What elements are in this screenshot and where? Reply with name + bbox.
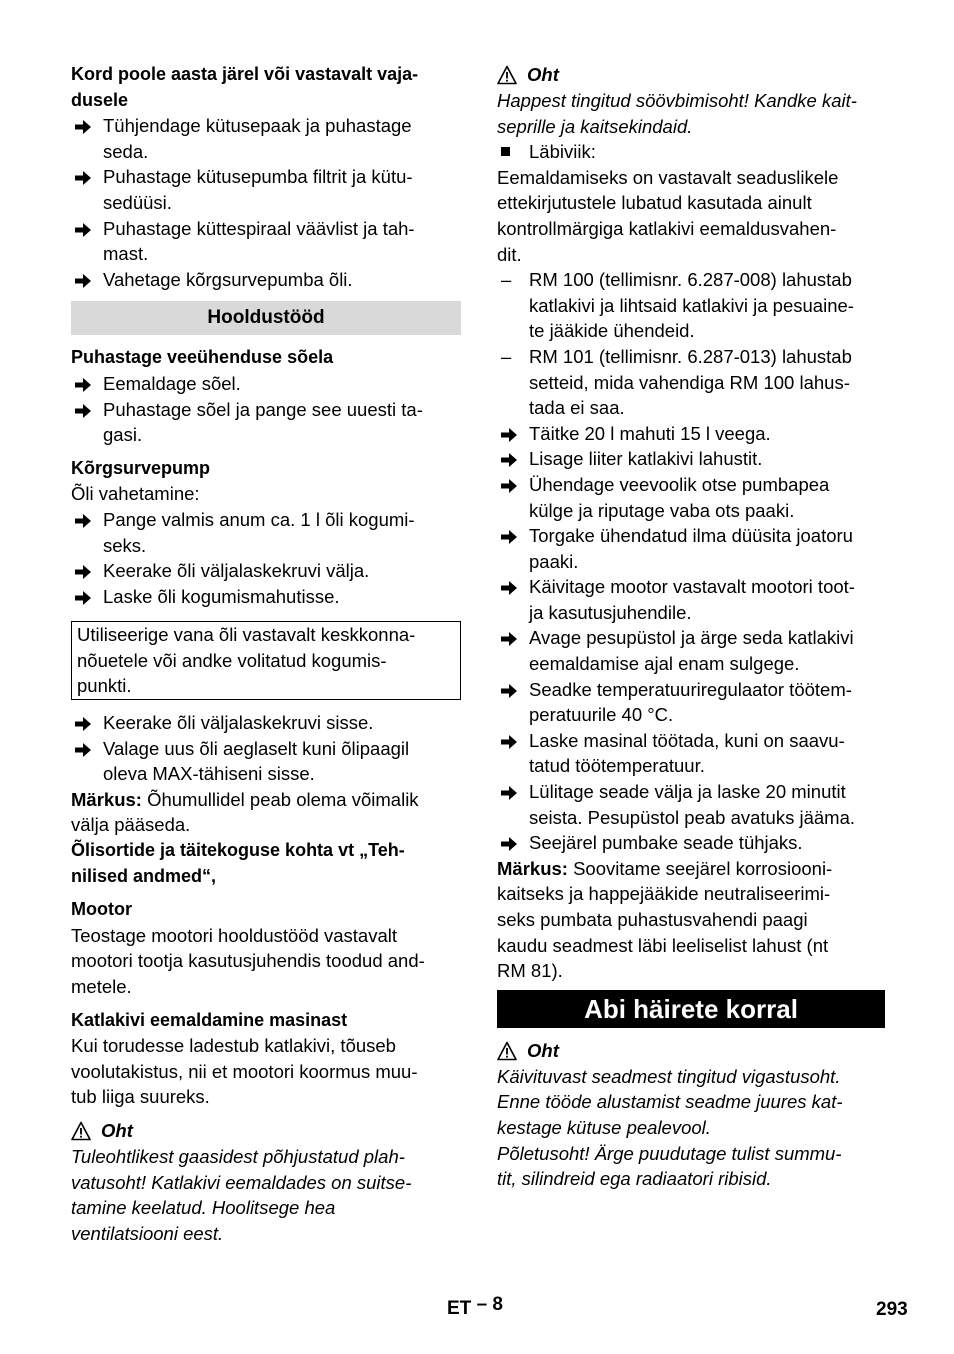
oil-change-label: Õli vahetamine:	[71, 483, 200, 505]
arrow-right-icon	[500, 834, 518, 852]
arrow-right-icon	[74, 375, 92, 393]
arrow-right-icon	[500, 476, 518, 494]
list-item	[497, 574, 885, 625]
warning-triangle-icon	[71, 1121, 91, 1141]
arrow-right-icon	[500, 527, 518, 545]
motor-text: Teostage mootori hooldustööd vastavalt mootori tootja kasutusjuhendis toodud and- metele.	[71, 924, 425, 997]
list-item-text: Puhastage küttespiraal väävlist ja tah- mast.	[103, 217, 415, 265]
heading-hp-pump: Kõrgsurvepump	[71, 457, 211, 478]
note-label: Märkus:	[497, 857, 568, 879]
danger-text-injury: Käivituvast seadmest tingitud vigastusoht. Enne tööde alustamist seadme juures kat- kestage kütuse pealevool. Põletusoht! Ärge puudutage tulist summu- tit, silindreid ega radiaatori ribisid.	[497, 1065, 843, 1190]
list-item	[497, 344, 885, 421]
arrow-right-icon	[500, 681, 518, 699]
list-item	[497, 779, 885, 830]
footer-section-page: – 8	[476, 1294, 503, 1315]
note-label: Märkus:	[71, 788, 142, 810]
list-item	[71, 710, 461, 736]
list-item-text: Seejärel pumbake seade tühjaks.	[529, 832, 803, 854]
heading-oil-types: Õlisortide ja täitekoguse kohta vt „Teh- nilised andmed“,	[71, 840, 405, 886]
heading-semiannual: Kord poole aasta järel või vastavalt vaja- dusele	[71, 64, 419, 110]
list-item	[497, 523, 885, 574]
water-filter-list	[71, 371, 461, 448]
arrow-right-icon	[74, 271, 92, 289]
arrow-right-icon	[74, 740, 92, 758]
danger-text-explosion: Tuleohtlikest gaasidest põhjustatud plah- vatusoht! Katlakivi eemaldades on suitse- tamine keelatud. Hoolitsege hea ventilatsiooni eest.	[71, 1145, 412, 1244]
list-item-text: Puhastage sõel ja pange see uuesti ta- gasi.	[103, 398, 423, 446]
list-item-text: Vahetage kõrgsurvepumba õli.	[103, 268, 353, 290]
descaler-intro: Eemaldamiseks on vastavalt seaduslikele ettekirjutustele lubatud kasutada ainult kontrollmärgiga katlakivi eemaldusvahen- dit.	[497, 166, 839, 265]
note-text: Soovitame seejärel korrosiooni- kaitseks ja happejääkide neutraliseerimi- seks pumbata puhastusvahendi paagi kaudu seadmest läbi leeliselist lahust (nt RM 81).	[497, 857, 833, 982]
disposal-notice-text: Utiliseerige vana õli vastavalt keskkonna- nõuetele või andke volitatud kogumis- punkti.	[77, 624, 416, 697]
list-item-text: Valage uus õli aeglaselt kuni õlipaagil oleva MAX-tähiseni sisse.	[103, 737, 410, 785]
heading-motor: Mootor	[71, 899, 132, 920]
danger-heading-acid	[497, 62, 885, 88]
section-maintenance-bar: Hooldustööd	[71, 301, 461, 335]
list-item-text: RM 101 (tellimisnr. 6.287-013) lahustab setteid, mida vahendiga RM 100 lahus- tada ei saa.	[529, 345, 852, 419]
note-text: Õhumullidel peab olema võimalik välja pääseda.	[71, 788, 419, 836]
list-item	[497, 267, 885, 344]
list-item	[497, 830, 885, 856]
list-item-text: Keerake õli väljalaskekruvi välja.	[103, 560, 370, 582]
list-item-text: Laske õli kogumismahutisse.	[103, 585, 340, 607]
right-column	[497, 62, 885, 1192]
list-item-text: Lisage liiter katlakivi lahustit.	[529, 448, 763, 470]
list-item	[497, 446, 885, 472]
list-item	[71, 507, 461, 558]
arrow-right-icon	[74, 401, 92, 419]
arrow-right-icon	[500, 783, 518, 801]
list-item-text: Keerake õli väljalaskekruvi sisse.	[103, 712, 374, 734]
list-item-text: Tühjendage kütusepaak ja puhastage seda.	[103, 115, 412, 162]
list-item-text: Torgake ühendatud ilma düüsita joatoru paaki.	[529, 525, 853, 572]
list-item	[497, 625, 885, 676]
note-neutralisation	[497, 856, 885, 984]
list-item	[497, 421, 885, 447]
list-item	[71, 113, 461, 164]
oil-change-list	[71, 507, 461, 609]
list-item-text: Pange valmis anum ca. 1 l õli kogumi- seks.	[103, 508, 415, 556]
list-item-text: Laske masinal töötada, kuni on saavu- tatud töötemperatuur.	[529, 729, 845, 777]
list-item-text: Käivitage mootor vastavalt mootori toot- ja kasutusjuhendile.	[529, 576, 855, 623]
arrow-right-icon	[74, 588, 92, 606]
list-item	[71, 216, 461, 267]
note-air-bubbles	[71, 787, 461, 838]
list-item-text: RM 100 (tellimisnr. 6.287-008) lahustab katlakivi ja lihtsaid katlakivi ja pesuaine- te jääkide ühendeid.	[529, 269, 854, 342]
list-item	[497, 677, 885, 728]
procedure-item	[497, 139, 885, 165]
list-item	[71, 371, 461, 397]
arrow-right-icon	[500, 425, 518, 443]
list-item-text: Seadke temperatuuriregulaator töötem- peratuurile 40 °C.	[529, 678, 852, 726]
dash-bullet-icon: –	[501, 345, 512, 367]
list-item	[497, 728, 885, 779]
dash-bullet-icon: –	[501, 269, 512, 291]
danger-label: Oht	[527, 64, 559, 86]
danger-heading-left	[71, 1118, 461, 1144]
arrow-right-icon	[74, 562, 92, 580]
descaling-text: Kui torudesse ladestub katlakivi, tõuseb voolutakistus, nii et mootori koormus muu- tub liiga suureks.	[71, 1035, 418, 1108]
footer-lang: ET	[447, 1298, 472, 1319]
semiannual-list	[71, 113, 461, 292]
list-item-text: Eemaldage sõel.	[103, 372, 241, 394]
heading-descaling: Katlakivi eemaldamine masinast	[71, 1009, 348, 1030]
left-column	[71, 62, 461, 1246]
warning-triangle-icon	[497, 65, 517, 85]
list-item	[71, 397, 461, 448]
footer-page-number: 293	[876, 1299, 908, 1320]
list-item-text: Lülitage seade välja ja laske 20 minutit seista. Pesupüstol peab avatuks jääma.	[529, 781, 855, 828]
danger-text-acid: Happest tingitud söövbimisoht! Kandke kait- seprille ja kaitsekindaid.	[497, 90, 857, 137]
list-item-text: Täitke 20 l mahuti 15 l veega.	[529, 422, 771, 444]
danger-label: Oht	[527, 1039, 559, 1061]
arrow-right-icon	[74, 714, 92, 732]
danger-heading-injury	[497, 1038, 885, 1064]
list-item-text: Ühendage veevoolik otse pumbapea külge ja riputage vaba ots paaki.	[529, 473, 830, 521]
square-bullet-icon	[501, 147, 510, 156]
footer-section	[447, 1296, 503, 1322]
procedure-label: Läbiviik:	[529, 141, 596, 163]
list-item-text: Avage pesupüstol ja ärge seda katlakivi eemaldamise ajal enam sulgege.	[529, 627, 854, 675]
list-item	[71, 584, 461, 610]
list-item	[497, 472, 885, 523]
arrow-right-icon	[500, 578, 518, 596]
list-item-text: Puhastage kütusepumba filtrit ja kütu- sedüüsi.	[103, 166, 413, 213]
arrow-right-icon	[74, 220, 92, 238]
descaler-products-list	[497, 267, 885, 421]
list-item	[71, 267, 461, 293]
list-item	[71, 736, 461, 787]
arrow-right-icon	[500, 732, 518, 750]
danger-label: Oht	[101, 1120, 133, 1142]
warning-triangle-icon	[497, 1041, 517, 1061]
list-item	[71, 164, 461, 215]
arrow-right-icon	[74, 511, 92, 529]
descaling-steps-list	[497, 421, 885, 856]
arrow-right-icon	[500, 450, 518, 468]
arrow-right-icon	[500, 629, 518, 647]
disposal-notice-box	[71, 621, 461, 700]
arrow-right-icon	[74, 168, 92, 186]
heading-water-filter: Puhastage veeühenduse sõela	[71, 347, 334, 368]
section-troubleshooting-title: Abi häirete korral	[497, 990, 885, 1028]
list-item	[71, 558, 461, 584]
arrow-right-icon	[74, 117, 92, 135]
oil-refill-list	[71, 710, 461, 787]
